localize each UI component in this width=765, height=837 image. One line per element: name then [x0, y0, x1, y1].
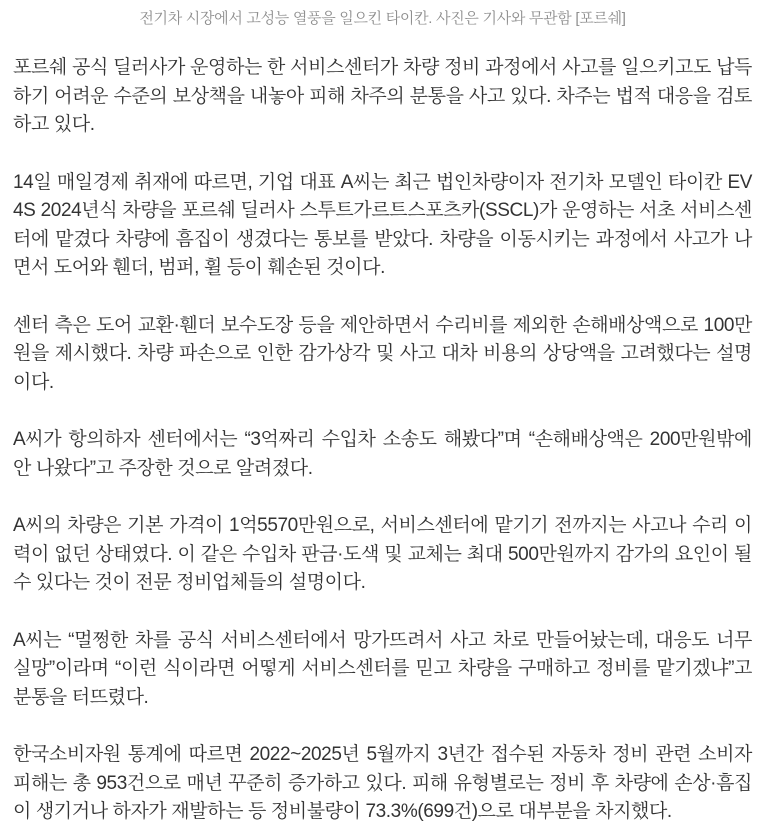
article-paragraph-lede: 포르쉐 공식 딜러사가 운영하는 한 서비스센터가 차량 정비 과정에서 사고를 일으키고도 납득하기 어려운 수준의 보상책을 내놓아 피해 차주의 분통을 사고 있다. 차주는 법적 대응을 검토하고 있다. [13, 57, 752, 135]
article-paragraph-statistics: 한국소비자원 통계에 따르면 2022~2025년 5월까지 3년간 접수된 자동차 정비 관련 소비자 피해는 총 953건으로 매년 꾸준히 증가하고 있다. 피해 유형별로는 정비 후 차량에 손상·흠집이 생기거나 하자가 재발하는 등 정비불량이 73.3%(699건)으로 대부분을 차지했다. [13, 744, 752, 822]
article-paragraph-compensation-offer: 센터 측은 도어 교환·휀더 보수도장 등을 제안하면서 수리비를 제외한 손해배상액으로 100만원을 제시했다. 차량 파손으로 인한 감가상각 및 사고 대차 비용의 상당액을 고려했다는 설명이다. [13, 314, 752, 393]
photo-caption: 전기차 시장에서 고성능 열풍을 일으킨 타이칸. 사진은 기사와 무관함 [포르쉐] [139, 10, 626, 27]
article-paragraph-center-claim: A씨가 항의하자 센터에서는 “3억짜리 수입차 소송도 해봤다”며 “손해배상액은 200만원밖에 안 나왔다”고 주장한 것으로 알려졌다. [13, 429, 752, 479]
article-paragraph-incident: 14일 매일경제 취재에 따르면, 기업 대표 A씨는 최근 법인차량이자 전기차 모델인 타이칸 EV4S 2024년식 차량을 포르쉐 딜러사 스투트가르트스포츠카(SSCL)가 운영하는 서초 서비스센터에 맡겼다 차량에 흠집이 생겼다는 통보를 받았다. 차량을 이동시키는 과정에서 사고가 나면서 도어와 휀더, 범퍼, 휠 등이 훼손된 것이다. [13, 171, 752, 278]
article-paragraph-owner-quote: A씨는 “멀쩡한 차를 공식 서비스센터에서 망가뜨려서 사고 차로 만들어놨는데, 대응도 너무 실망”이라며 “이런 식이라면 어떻게 서비스센터를 믿고 차량을 구매하고 정비를 맡기겠냐”고 분통을 터뜨렸다. [13, 629, 752, 708]
article-paragraph-vehicle-value: A씨의 차량은 기본 가격이 1억5570만원으로, 서비스센터에 맡기기 전까지는 사고나 수리 이력이 없던 상태였다. 이 같은 수입차 판금·도색 및 교체는 최대 500만원까지 감가의 요인이 될 수 있다는 것이 전문 정비업체들의 설명이다. [13, 515, 752, 593]
